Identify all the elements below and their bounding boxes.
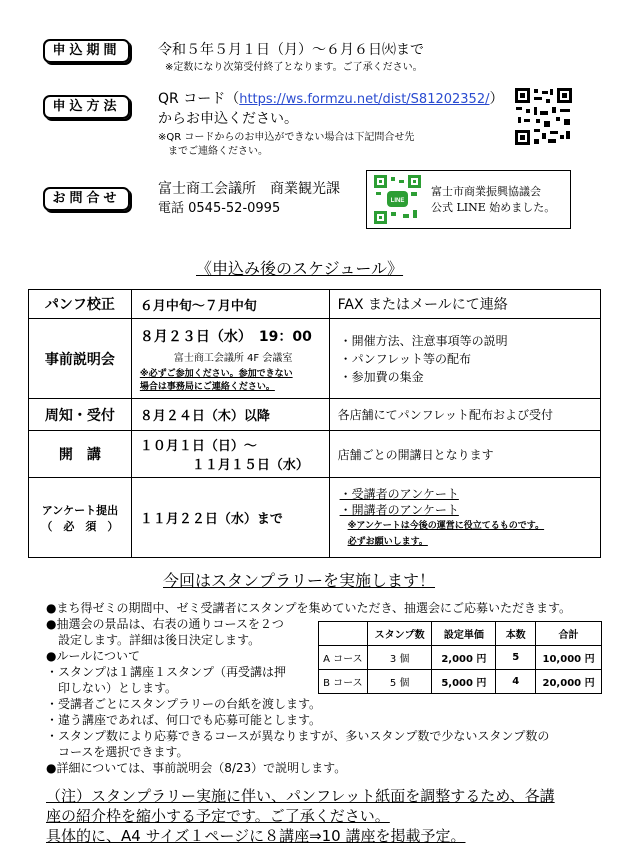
schedule-bullet: ・受講者のアンケート [339, 486, 459, 501]
schedule-date-start: １０月１日（日）～ [139, 439, 257, 454]
schedule-label: 事前説明会 [29, 319, 132, 399]
course-cell: 4 [496, 670, 536, 694]
apply-method-note1: ※QR コードからのお申込ができない場合は下記問合せ先 [158, 132, 415, 143]
schedule-row [29, 399, 601, 431]
course-name: A コース [319, 646, 368, 670]
footer-note-2: 座の紹介枠を縮小する予定です。ご了承ください。 [46, 807, 390, 825]
schedule-date: １１月２２日（水）まで [131, 478, 329, 558]
stamp-line: コースを選択できます。 [46, 745, 189, 759]
course-table [318, 621, 602, 694]
line-box-text2: 公式 LINE 始めました。 [431, 201, 556, 214]
schedule-title: 《申込み後のスケジュール》 [196, 259, 404, 278]
schedule-row [29, 478, 601, 558]
course-cell: 20,000 円 [536, 670, 602, 694]
schedule-warning-2: 場合は事務局にご連絡ください。 [139, 381, 275, 392]
stamp-rally-title: 今回はスタンプラリーを実施します！ [163, 571, 436, 590]
form-url-link[interactable]: https://ws.formzu.net/dist/S81202352/ [239, 92, 490, 107]
stamp-line: ・違う講座であれば、何口でも応募可能とします。 [46, 713, 322, 727]
course-row [319, 646, 602, 670]
schedule-label: 開 講 [29, 431, 132, 478]
schedule-label-required: （ 必 須 ） [41, 519, 119, 533]
schedule-desc: 店舗ごとの開講日となります [329, 431, 600, 478]
schedule-date: ８月２３日（水） 19：00 [139, 328, 312, 345]
course-header-cell [319, 622, 368, 646]
line-logo-text: LINE [390, 198, 405, 204]
stamp-line: ●抽選会の景品は、右表の通りコースを２つ [46, 617, 284, 631]
qr-close: ） [489, 91, 504, 107]
stamp-line: ・スタンプは１講座１スタンプ（再受講は押 [46, 665, 287, 679]
schedule-warning-2: 必ずお願いします。 [347, 536, 428, 547]
line-box-text1: 富士市商業振興協議会 [431, 185, 541, 198]
course-cell: 5 [496, 646, 536, 670]
schedule-bullet: ・パンフレット等の配布 [339, 351, 471, 366]
contact-tag: お問合せ [43, 187, 130, 211]
schedule-date-end: １１月１５日（水） [191, 458, 309, 473]
schedule-desc: FAX またはメールにて連絡 [329, 290, 600, 319]
stamp-line: 設定します。詳細は後日決定します。 [46, 633, 261, 647]
footer-note-1: （注）スタンプラリー実施に伴い、パンフレット紙面を調整するため、各講 [46, 787, 555, 805]
course-name: B コース [319, 670, 368, 694]
schedule-date: ６月中旬～７月中旬 [131, 290, 329, 319]
schedule-place: 富士商工会議所 4F 会議室 [173, 352, 293, 364]
apply-method-line2: からお申込ください。 [158, 111, 298, 127]
schedule-table [28, 289, 601, 558]
apply-period-text: 令和５年５月１日（月）～６月６日㈫まで [158, 42, 424, 58]
contact-phone: 電話 0545-52-0995 [158, 201, 281, 216]
apply-method-tag: 申込方法 [43, 95, 130, 119]
contact-org: 富士商工会議所 商業観光課 [158, 181, 340, 197]
apply-period-tag: 申込期間 [43, 39, 130, 63]
stamp-line: ・スタンプ数により応募できるコースが異なりますが、多いスタンプ数で少ないスタンプ数の [46, 729, 550, 743]
schedule-warning-1: ※必ずご参加ください。参加できない [139, 368, 293, 379]
schedule-warning-1: ※アンケートは今後の運営に役立てるものです。 [347, 520, 545, 531]
stamp-line: ●まち得ゼミの期間中、ゼミ受講者にスタンプを集めていただき、抽選会にご応募いただきます。 [46, 601, 572, 615]
stamp-line: ●ルールについて [46, 649, 140, 663]
course-cell: 2,000 円 [432, 646, 496, 670]
qr-label: QR コード（ [158, 91, 240, 107]
course-table-header [319, 622, 602, 646]
stamp-line: 印しない）とします。 [46, 681, 178, 695]
schedule-date: ８月２４日（木）以降 [131, 399, 329, 431]
schedule-desc: 各店舗にてパンフレット配布および受付 [329, 399, 600, 431]
stamp-line: ・受講者ごとにスタンプラリーの台紙を渡します。 [46, 697, 322, 711]
course-header-cell: 設定単価 [432, 622, 496, 646]
course-header-cell: 合計 [536, 622, 602, 646]
apply-method-line1 [158, 88, 503, 108]
course-header-cell: スタンプ数 [367, 622, 432, 646]
course-cell: 10,000 円 [536, 646, 602, 670]
schedule-row [29, 319, 601, 399]
qr-code-image[interactable] [514, 87, 573, 146]
schedule-label: パンフ校正 [29, 290, 132, 319]
line-promo-box [366, 170, 571, 229]
schedule-label: アンケート提出 [41, 503, 119, 517]
schedule-row [29, 290, 601, 319]
schedule-label: 周知・受付 [29, 399, 132, 431]
course-row [319, 670, 602, 694]
apply-period-note: ※定数になり次第受付終了となります。ご了承ください。 [165, 62, 423, 73]
schedule-bullet: ・開催方法、注意事項等の説明 [339, 333, 508, 348]
schedule-bullet: ・開講者のアンケート [339, 502, 459, 517]
schedule-row [29, 431, 601, 478]
course-cell: 5 個 [367, 670, 432, 694]
schedule-bullet: ・参加費の集金 [339, 369, 424, 384]
stamp-line: ●詳細については、事前説明会（8/23）で説明します。 [46, 761, 347, 775]
course-header-cell: 本数 [496, 622, 536, 646]
line-qr-icon [373, 174, 422, 225]
course-cell: 5,000 円 [432, 670, 496, 694]
course-cell: 3 個 [367, 646, 432, 670]
footer-note-3: 具体的に、A4 サイズ１ページに８講座⇒10 講座を掲載予定。 [46, 827, 466, 845]
apply-method-note2: までご連絡ください。 [168, 146, 268, 157]
